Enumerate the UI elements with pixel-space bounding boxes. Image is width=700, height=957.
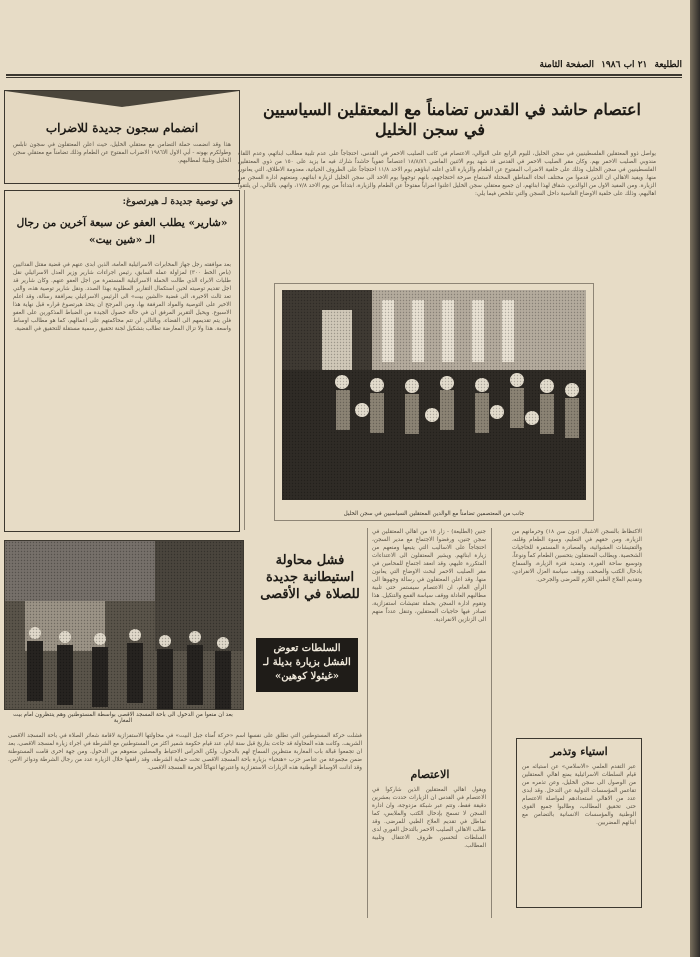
sharir-headline-2: الـ «شين بيت» <box>89 234 155 246</box>
new-prisons-strike-title: انضمام سجون جديدة للاضراب <box>45 121 199 135</box>
page-header <box>434 60 682 74</box>
header-rule-thin <box>6 77 682 78</box>
sit-in-crowd-photo <box>282 290 586 500</box>
column-rule-3 <box>491 528 492 918</box>
box-pennant-icon <box>5 91 239 107</box>
main-headline-2: في سجن الخليل <box>375 120 485 139</box>
aqsa-gate-photo <box>4 540 244 710</box>
date-label: ٢١ آب ١٩٨٦ <box>601 60 648 70</box>
discontent-body: عبر التقدم العلمي «الاسلامي» عن استيائه من قيام السلطات الاسرائيلية بمنع اهالي المعتقلين من الوصول الى سجن الخليل، وعن تذمره من تقاعس المؤسسات الدولية عن التدخل. وقد ابدى عدد من الاهالي استعدادهم لمواصلة الاعتصام حتى تحقيق المطالب، وطالبوا جميع القوى الوطنية والمؤسسات الانسانية بالتضامن مع ابنائهم المضربين. <box>522 764 636 826</box>
aqsa-body: فشلت حركة المستوطنين التي تطلق على نفسها اسم «حركة اُمناء جبل البيت» في محاولتها الاستفزازية لاقامة شعائر الصلاة في باحة المسجد الاقصى الشريف. وكانت هذه المحاولة قد جاءت بتاريخ قبل سنة ايام، عند قيام حكومة شمير اكثر من المستوطنين مع الشرطة في اجراء زيارة لمسجد الاقصى، بعد ان تجمعوا قبالة باب المغاربة منتظرين السماح لهم بالدخول. ولكن الحراس الاحتياط والمصلين منعوهم من الدخول. ومن جهة اخرى قامت المستوطنة ضمن مجموعة من عناصر حزب «هتحيا» بزيارة باحة المسجد الاقصى تحت حماية الشرطة، وقد رافقها خلال الزيارة عدد من رجال الشرطة ودوائر الامن. وقد ادانت الاوساط الوطنية هذه الزيارات الاستفزازية واعتبرتها انتهاكاً لحرمة المسجد الاقصى. <box>8 733 362 771</box>
discontent-box <box>516 738 642 908</box>
jnin-body: جنين (الطليعة) - زار ١٥ من اهالي المعتقلين في سجن جنين، ورفضوا الاجتماع مع مدير السجن، احتجاجاً على الاساليب التي يتبعها ومنعهم من زيارة ابنائهم. ويشير المعتقلون الى الاعتداءات المتكررة عليهم، وقد انعقد اجتماع للمحامين في مقر الصليب الاحمر لبحث الاوضاع التي يعانون منها. وقد اعلن المعتقلون في رسالة وجهوها الى الرأي العام، ان الاعتصام سيستمر حتى تلبية مطالبهم العادلة ووقف سياسة القمع والتنكيل. هذا وتقوم ادارة السجن بحملة تفتيشات استفزازية، تصادر فيها حاجيات المعتقلين، وتنقل عدداً منهم الى الزنازين الانفرادية. <box>371 529 486 623</box>
sit-in-body: ويقول اهالي المعتقلين الذين شاركوا في الاعتصام في القدس ان الزيارات حددت بعشرين دقيقة فقط، وتتم عبر شبكة مزدوجة، وان ادارة السجن لا تسمح بإدخال الكتب والملابس، كما تماطل في تقديم العلاج الطبي للمرضى. وقد طالب الاهالي الصليب الاحمر بالتدخل الفوري لدى السلطات لتحسين ظروف الاعتقال وتلبية المطالب. <box>372 787 486 849</box>
header-rule <box>6 74 682 76</box>
sharir-headline-1: «شارير» يطلب العفو عن سبعة آخرين من رجال <box>16 217 228 229</box>
paper-name: الطليعة <box>654 60 682 70</box>
main-story-body: يواصل ذوو المعتقلين الفلسطينيين في سجن الخليل، لليوم الرابع على التوالي، الاعتصام في كاتب الصليب الاحمر في القدس، احتجاجاً على عدم تلبية مطالب ابنائهم، وعدم اللقاء مندوبي الصليب الاحمر بهم. وكان مقر الصليب الاحمر في القدس قد شهد يوم الاثنين الماضي ١٨/٨/٨٦ اعتصاماً عفوياً حاشداً شارك فيه ما يزيد على ١٥٠ من ذوي المعتقلين الفلسطينيين في سجن الخليل، وذلك على خلفية الاضراب المفتوح عن الطعام والزيارة الذي اعلنه ابناؤهم يوم الاحد ١١/٨ احتجاجاً على الظروف الحياتية، معدومة الاطلاق، التي يعانون منها. ويفيد الاهالي ان الذين قدموا من مختلف انحاء المناطق المحتلة لاستماع صرخة احتجاجهم، بانهم توجهوا يوم الاحد الى سجن الخليل لزيارة ابنائهم، ومنعتهم ادارة السجن من الزيارة. ومن المفيد الاول من الوالدين، شقاق لهذا ابنائهم، ان جميع معتقلي سجن الخليل اعلنوا اضراباً مفتوحاً عن الطعام والزيارة، ابتداءاً من يوم الاحد ١٧/٨، وانهم، بالتالي، لن يلتقوا اهاليهم، وذلك على خلفية الاوضاع القاسية داخل السجن والتي تتلخص فيما يلي: <box>238 151 657 197</box>
sharir-article <box>4 190 240 532</box>
new-prisons-strike-box <box>4 90 240 184</box>
sit-in-subheadline: الاعتصام <box>410 768 450 781</box>
new-prisons-strike-body: هذا وقد انضمت حملة التضامن مع معتقلي الخليل، حيث اعلن المعتقلون في سجون نابلس وطولكرم بهونه - أبي الاول الا١٩٨٦ الاضراب المفتوح عن الطعام وذلك تضامناً مع معتقلي سجن الخليل وتلبيةً لمطالبهم. <box>13 142 232 164</box>
aqsa-photo-caption: بعد ان منعوا من الدخول الى باحة المسجد الاقصى بواسطة المستوطنين وهم ينتظرون امام بيت المغاربة <box>13 712 233 724</box>
conditions-body: الاكتظاظ بالسجن الاشبال (دون سن ١٨) وحرمانهم من الزيارة، ومن حقهم في التعليم، وسوء الطعام وقلته، والتفتيشات العشوائية، والمصادرة المستمرة للحاجيات الشخصية. ويطالب المعتقلون بتحسين الطعام كماً ونوعاً، وتوسيع ساحة الفورة، وتمديد فترة الزيارة، والسماح بادخال الكتب والصحف، ووقف سياسة العزل الانفرادي، وتقديم العلاج الطبي اللازم للمرضى والجرحى. <box>512 529 642 583</box>
sharir-kicker: في توصية جديدة لـ هيرتصوغ: <box>122 197 233 207</box>
column-rule-1 <box>244 190 245 530</box>
column-rule-2 <box>367 528 368 918</box>
aqsa-subhead: السلطات تعوض الفشل بزيارة بديلة لـ «غيئولا كوهين» <box>263 643 351 682</box>
aqsa-headline: فشل محاولة استيطانية جديدة للصلاة في الأقصى <box>260 553 360 602</box>
main-headline-1: اعتصام حاشد في القدس تضامناً مع المعتقلين السياسيين <box>263 100 641 119</box>
main-photo-caption: جانب من المعتصمين تضامناً مع الوالدين المعتقلين السياسيين في سجن الخليل <box>343 511 525 517</box>
page-binding-edge <box>690 0 700 957</box>
sharir-body: بعد موافقته رجل جهاز المخابرات الاسرائيلية العامة، الذين ابدى عنهم في قضية مقتل الفدائيين (باص الخط ٣٠٠) لمزاولة عمله السابق، رئيس اجراءات شارير وزير العدل الاسرائيلي نقل طلبات الابراء الذي طالت الحملة الاسرائيلية المستمرة من اجل العفو عنهم. وكان شارير قد اجل تقديم توصيته لحين استكمال التقارير المطلوبة بهذا الصدد. ونقل شارير توصية هذه، والتي تعد ثالث الاخيرة، الى قضية «الشين بيت» الى الرئيس الاسرائيلي بمرافقة رسالة، وقد اعلم الاخير على التوصية والمواد المرفقة بها، ومن المرجح ان يتخذ هيرتصوغ قراره قبل نهاية هذا الاسبوع. ويحيل التقرير المرفق ان في حالة حصول الجيدة من الضباط المذكورين على العفو فلن يتم تقديمهم الى القضاء، وبالتالي لن تتم محاكمتهم على اعمالهم، كما هو مطالب اوساط واسعة. هذا ولا تزال المعارضة تطالب بتشكيل لجنة تحقيق رسمية مستقلة للتحقيق في القضية. <box>13 262 231 332</box>
main-photo-frame <box>274 283 594 521</box>
page-label: الصفحة الثامنة <box>539 60 594 70</box>
discontent-title: استياء وتذمر <box>550 745 608 758</box>
aqsa-subhead-box <box>256 638 358 692</box>
